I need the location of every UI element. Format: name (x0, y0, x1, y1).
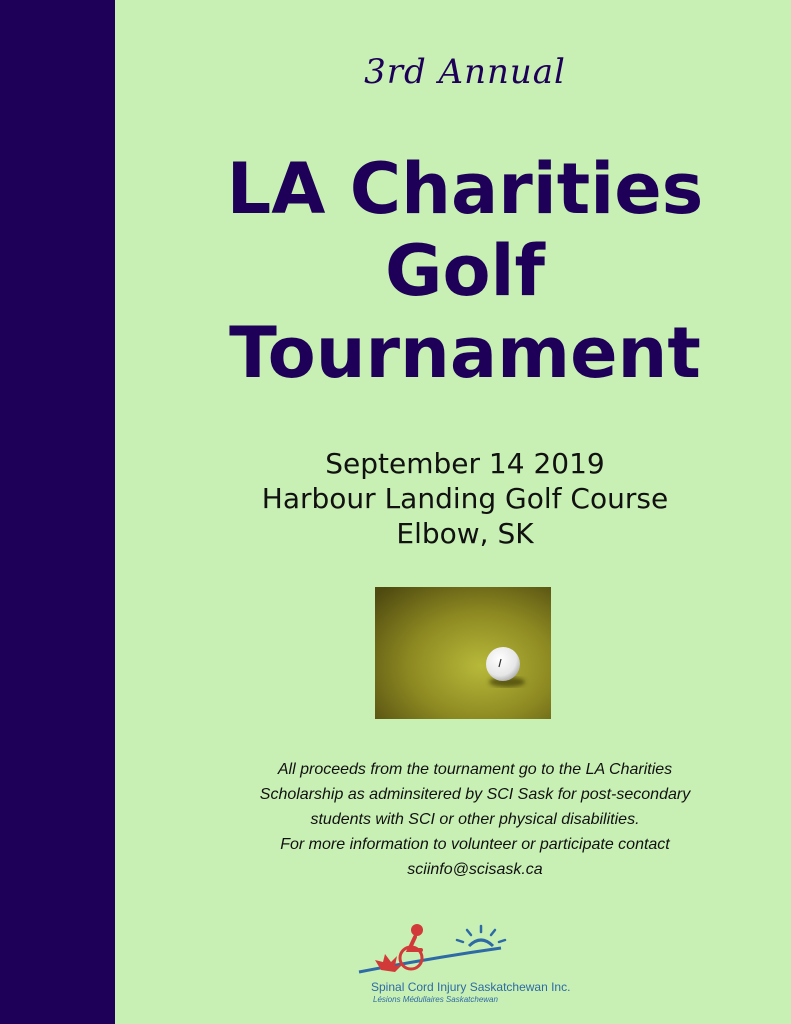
sidebar-stripe (0, 0, 115, 1024)
event-venue: Harbour Landing Golf Course (261, 482, 669, 515)
sci-sask-logo (351, 920, 611, 1010)
title-line-3: Tournament (229, 312, 701, 394)
golf-ball-photo (375, 587, 551, 719)
flyer-content (115, 0, 791, 1024)
flyer-title (115, 148, 791, 394)
event-location: Elbow, SK (396, 517, 534, 550)
event-date: September 14 2019 (325, 447, 605, 480)
logo-subname: Lésions Médullaires Saskatchewan (373, 995, 498, 1004)
proceeds-info (215, 757, 735, 882)
blurb-line-1: All proceeds from the tournament go to the LA Charities (277, 761, 673, 778)
title-line-2: Golf (385, 230, 545, 312)
wheelchair-athlete-icon (351, 920, 611, 980)
flyer-subtitle: 3rd Annual (364, 52, 566, 92)
event-details (115, 446, 791, 551)
contact-email[interactable]: sciinfo@scisask.ca (407, 861, 543, 878)
blurb-line-4: For more information to volunteer or participate contact (280, 836, 670, 853)
logo-name: Spinal Cord Injury Saskatchewan Inc. (371, 980, 571, 994)
blurb-line-3: students with SCI or other physical disabilities. (310, 811, 640, 828)
blurb-line-2: Scholarship as adminsitered by SCI Sask for post-secondary (259, 786, 691, 803)
title-line-1: LA Charities (226, 148, 704, 230)
